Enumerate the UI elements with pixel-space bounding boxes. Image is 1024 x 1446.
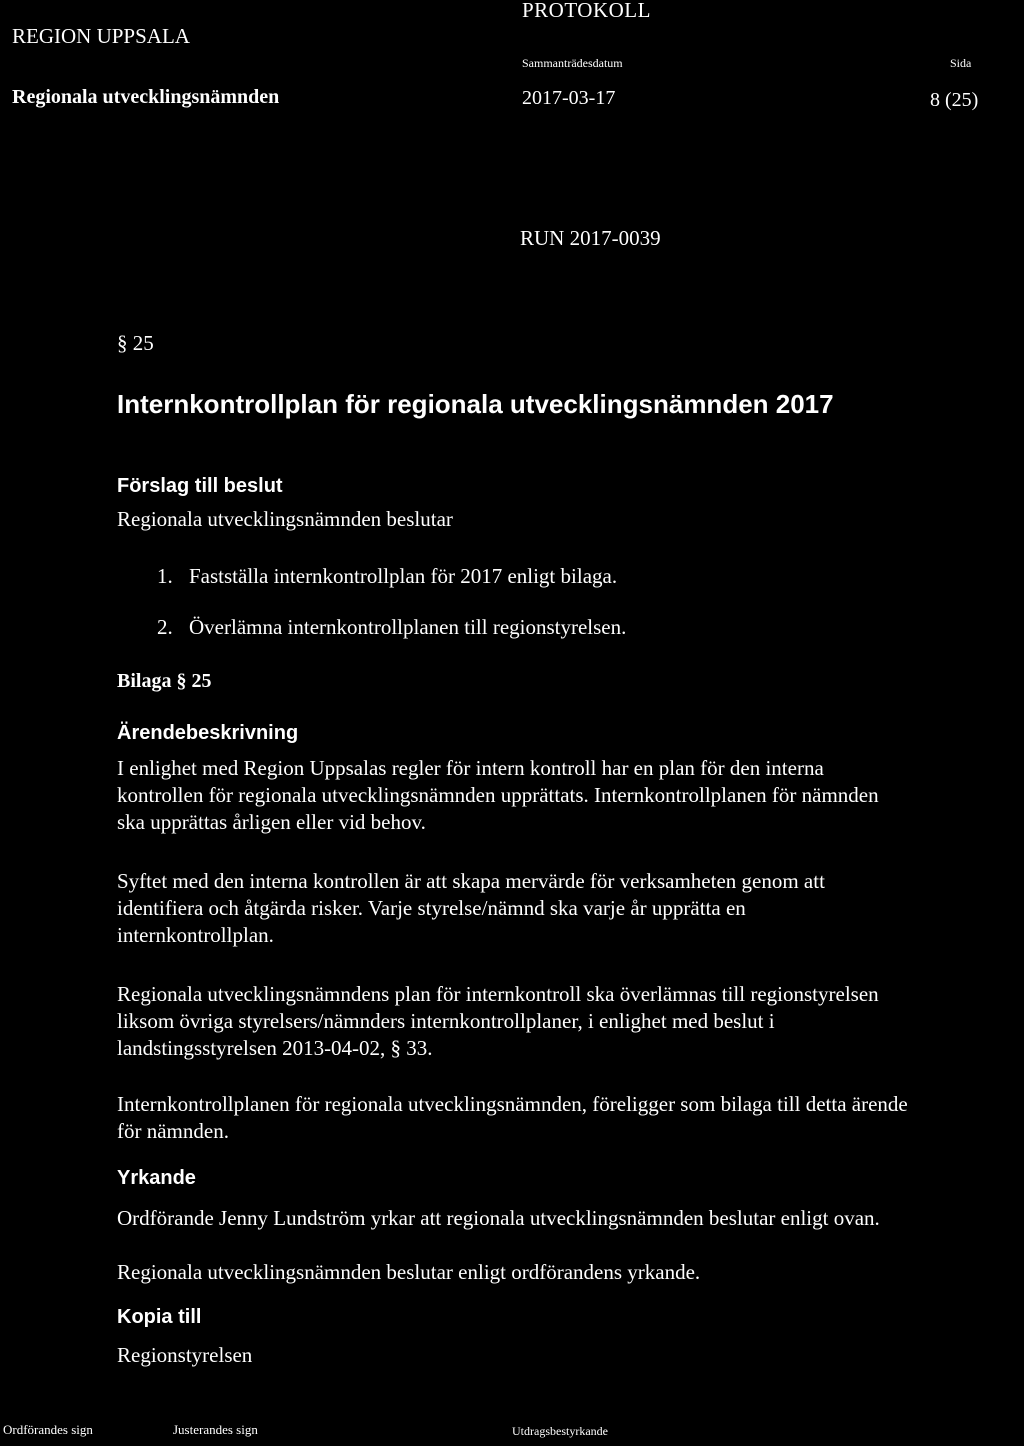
description-paragraph — [117, 981, 1022, 1062]
section-number: § 25 — [117, 331, 154, 355]
extract-verifier-label: Utdragsbestyrkande — [512, 1424, 608, 1438]
text-line: internkontrollplan. — [117, 923, 274, 947]
text-line: kontrollen för regionala utvecklingsnämnden upprättats. Internkontrollplanen för nämnden — [117, 783, 879, 807]
description-paragraph — [117, 868, 1022, 949]
document-type: PROTOKOLL — [522, 0, 651, 22]
text-line: Syftet med den interna kontrollen är att skapa mervärde för verksamheten genom att — [117, 869, 825, 893]
chair-signature-label: Ordförandes sign — [3, 1422, 93, 1437]
list-item: Överlämna internkontrollplanen till regionstyrelsen. — [189, 615, 627, 639]
text-line: för nämnden. — [117, 1119, 229, 1143]
proposal-heading: Förslag till beslut — [117, 475, 283, 497]
meeting-date: 2017-03-17 — [522, 87, 616, 109]
case-number: RUN 2017-0039 — [520, 226, 661, 250]
text-line: Regionala utvecklingsnämndens plan för internkontroll ska överlämnas till regionstyrelsen — [117, 982, 879, 1006]
motion-paragraph: Ordförande Jenny Lundström yrkar att regionala utvecklingsnämnden beslutar enligt ovan. — [117, 1206, 880, 1230]
text-line: I enlighet med Region Uppsalas regler för intern kontroll har en plan för den interna — [117, 756, 824, 780]
attachment-reference: Bilaga § 25 — [117, 670, 212, 692]
copy-recipient: Regionstyrelsen — [117, 1343, 253, 1367]
motion-paragraph: Regionala utvecklingsnämnden beslutar enligt ordförandens yrkande. — [117, 1260, 701, 1284]
description-heading: Ärendebeskrivning — [117, 722, 299, 744]
text-line: liksom övriga styrelsers/nämnders internkontrollplaner, i enlighet med beslut i — [117, 1009, 775, 1033]
text-line: Internkontrollplanen för regionala utvecklingsnämnden, föreligger som bilaga till detta ärende — [117, 1092, 908, 1116]
list-item-number: 1. — [157, 564, 173, 588]
page-number: 8 (25) — [930, 89, 979, 111]
organization-name: REGION UPPSALA — [12, 24, 190, 48]
committee-name: Regionala utvecklingsnämnden — [12, 86, 280, 108]
description-paragraph — [117, 1091, 1022, 1145]
text-line: identifiera och åtgärda risker. Varje styrelse/nämnd ska varje år upprätta en — [117, 896, 746, 920]
copy-to-heading: Kopia till — [117, 1306, 202, 1328]
proposal-intro: Regionala utvecklingsnämnden beslutar — [117, 507, 453, 531]
adjuster-signature-label: Justerandes sign — [173, 1422, 258, 1437]
text-line: landstingsstyrelsen 2013-04-02, § 33. — [117, 1036, 433, 1060]
list-item: Fastställa internkontrollplan för 2017 enligt bilaga. — [189, 564, 618, 588]
text-line: ska upprättas årligen eller vid behov. — [117, 810, 426, 834]
page-title: Internkontrollplan för regionala utvecklingsnämnden 2017 — [117, 389, 834, 419]
page-label: Sida — [950, 56, 972, 70]
description-paragraph — [117, 755, 1022, 836]
list-item-number: 2. — [157, 615, 173, 639]
date-label: Sammanträdesdatum — [522, 56, 623, 70]
motion-heading: Yrkande — [117, 1167, 196, 1189]
